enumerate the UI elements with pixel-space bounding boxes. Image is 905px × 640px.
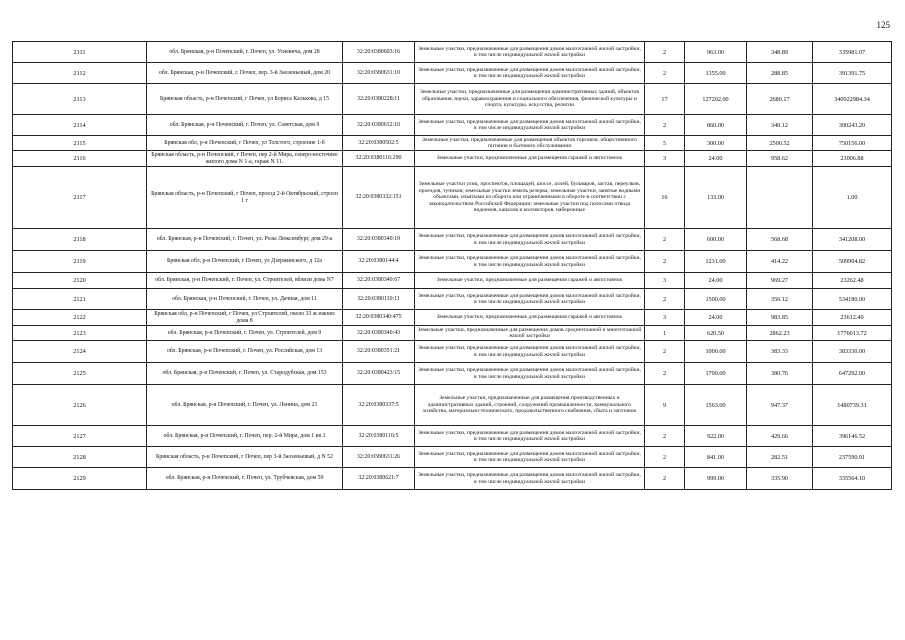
specific-value-cell: 348.89 bbox=[747, 42, 813, 63]
specific-value-cell: 958.62 bbox=[747, 151, 813, 167]
row-number: 2120 bbox=[13, 273, 147, 289]
row-number: 2127 bbox=[13, 426, 147, 447]
land-use-cell: Земельные участки, предназначенные для размещения производственных и административных зданий, строений, сооружений промышленности, коммунального хозяйства, материально-технического, продовольственного снабжения, сбыта и заготовок bbox=[415, 385, 645, 426]
land-use-cell: Земельные участки, предназначенные для размещения административных зданий, объектов образования, науки, здравоохранения и социального обеспечения, физической культуры и спорта, культуры, искусства, религии bbox=[415, 84, 645, 115]
address-cell: обл. Брянская, р-н Почепский, г. Почеп, ул. Ленина, дом 21 bbox=[147, 385, 343, 426]
land-use-cell: Земельные участки, предназначенные для размещения гаражей и автостоянок bbox=[415, 273, 645, 289]
cadastral-value-cell: 23262.48 bbox=[813, 273, 892, 289]
area-cell: 1355.00 bbox=[685, 63, 747, 84]
address-cell: обл. Брянская, р-н Почепский, г. Почеп, пер. 2-й Мира, дом 1 кв.1 bbox=[147, 426, 343, 447]
table-row bbox=[13, 251, 892, 273]
group-number-cell: 2 bbox=[645, 229, 685, 251]
group-number-cell: 2 bbox=[645, 426, 685, 447]
cadastral-value-cell: 237590.91 bbox=[813, 447, 892, 468]
row-number: 2124 bbox=[13, 341, 147, 363]
table-row bbox=[13, 273, 892, 289]
row-number: 2115 bbox=[13, 136, 147, 151]
cadastral-value-cell: 750156.00 bbox=[813, 136, 892, 151]
cadastral-number-cell: 32:20:0380340:67 bbox=[343, 273, 415, 289]
address-cell: Брянская обл, р-н Почепский, г Почеп, ул Строителей, около 33 ж южнее дома 8 bbox=[147, 310, 343, 326]
land-use-cell: Земельные участки, предназначенные для размещения домов малоэтажной жилой застройки, в том числе индивидуальной жилой застройки bbox=[415, 426, 645, 447]
land-use-cell: Земельные участки, предназначенные для размещения домов малоэтажной жилой застройки, в том числе индивидуальной жилой застройки bbox=[415, 251, 645, 273]
land-use-cell: Земельные участки, предназначенные для размещения домов малоэтажной жилой застройки, в том числе индивидуальной жилой застройки bbox=[415, 229, 645, 251]
group-number-cell: 2 bbox=[645, 363, 685, 385]
specific-value-cell: 383.33 bbox=[747, 341, 813, 363]
group-number-cell: 16 bbox=[645, 167, 685, 229]
cadastral-number-cell: 32:20:0380631:26 bbox=[343, 447, 415, 468]
address-cell: Брянская обл, р-н Почепский, г Почеп, ул Толстого, строение 1-б bbox=[147, 136, 343, 151]
cadastral-number-cell: 32:20:0380603:16 bbox=[343, 42, 415, 63]
specific-value-cell: 969.27 bbox=[747, 273, 813, 289]
area-cell: 24.00 bbox=[685, 273, 747, 289]
group-number-cell: 2 bbox=[645, 115, 685, 136]
table-row bbox=[13, 310, 892, 326]
group-number-cell: 1 bbox=[645, 326, 685, 341]
table-row bbox=[13, 151, 892, 167]
group-number-cell: 2 bbox=[645, 63, 685, 84]
area-cell: 24.00 bbox=[685, 151, 747, 167]
address-cell: обл. Брянская, р-н Почепский, г. Почеп, ул. Строителей, вблизи дома N7 bbox=[147, 273, 343, 289]
area-cell: 133.00 bbox=[685, 167, 747, 229]
cadastral-value-cell: 335981.07 bbox=[813, 42, 892, 63]
row-number: 2121 bbox=[13, 289, 147, 310]
row-number: 2122 bbox=[13, 310, 147, 326]
cadastral-number-cell: 32:20:0380340:19 bbox=[343, 229, 415, 251]
cadastral-number-cell: 32:20:0380110:11 bbox=[343, 289, 415, 310]
cadastral-number-cell: 32:20:0380351:21 bbox=[343, 341, 415, 363]
land-use-cell: Земельные участки, предназначенные для размещения объектов торговли, общественного питания и бытового обслуживания bbox=[415, 136, 645, 151]
address-cell: Брянская обл, р-н Почепский, г Почеп, ул Дзержинского, д 12а bbox=[147, 251, 343, 273]
cadastral-value-cell: 509904.82 bbox=[813, 251, 892, 273]
address-cell: Брянская область, р-н Почепский, г Почеп, проезд 2-й Октябрьский, строен 1 г bbox=[147, 167, 343, 229]
address-cell: обл. Брянская, р-н Почепский, г. Почеп, ул. Строителей, дом 9 bbox=[147, 326, 343, 341]
cadastral-value-cell: 396146.52 bbox=[813, 426, 892, 447]
specific-value-cell: 983.85 bbox=[747, 310, 813, 326]
address-cell: Брянская область, р-н Почепский, г Почеп, пер 2-й Мира, северо-восточнее жилого дома N 1-а, гараж N 11. bbox=[147, 151, 343, 167]
row-number: 2128 bbox=[13, 447, 147, 468]
cadastral-value-cell: 340922984.34 bbox=[813, 84, 892, 115]
cadastral-number-cell: 32:20:0380116:5 bbox=[343, 426, 415, 447]
address-cell: обл. Брянская, р-н Почепский, г. Почеп, пер. 3-й Заозеньевый, дом 20 bbox=[147, 63, 343, 84]
specific-value-cell: 349.12 bbox=[747, 115, 813, 136]
area-cell: 1000.00 bbox=[685, 341, 747, 363]
area-cell: 999.00 bbox=[685, 468, 747, 490]
cadastral-value-cell: 341208.00 bbox=[813, 229, 892, 251]
cadastral-number-cell: 32:20:0380502:5 bbox=[343, 136, 415, 151]
row-number: 2117 bbox=[13, 167, 147, 229]
address-cell: обл. Брянская, р-н Почепский, г. Почеп, ул. Дачная, дом 11 bbox=[147, 289, 343, 310]
specific-value-cell: 2680.17 bbox=[747, 84, 813, 115]
row-number: 2118 bbox=[13, 229, 147, 251]
cadastral-number-cell: 32:20:0380423:15 bbox=[343, 363, 415, 385]
address-cell: обл. Брянская, р-н Почепский, г. Почеп, ул. Стародубская, дом 153 bbox=[147, 363, 343, 385]
group-number-cell: 17 bbox=[645, 84, 685, 115]
specific-value-cell: 429.66 bbox=[747, 426, 813, 447]
address-cell: обл. Брянская, р-н Почепский, г. Почеп, ул. Усиевича, дом 28 bbox=[147, 42, 343, 63]
specific-value-cell: 288.85 bbox=[747, 63, 813, 84]
cadastral-value-cell: 23006.88 bbox=[813, 151, 892, 167]
row-number: 2129 bbox=[13, 468, 147, 490]
cadastral-value-cell: 335564.10 bbox=[813, 468, 892, 490]
table-row bbox=[13, 115, 892, 136]
land-use-cell: Земельные участки, предназначенные для размещения домов малоэтажной жилой застройки, в том числе индивидуальной жилой застройки bbox=[415, 468, 645, 490]
row-number: 2125 bbox=[13, 363, 147, 385]
table-row bbox=[13, 326, 892, 341]
table-row bbox=[13, 63, 892, 84]
address-cell: Брянская область, р-н Почепский, г Почеп, пер 3-й Заозеньевый, д N 52 bbox=[147, 447, 343, 468]
area-cell: 922.00 bbox=[685, 426, 747, 447]
area-cell: 1231.00 bbox=[685, 251, 747, 273]
cadastral-value-cell: 1776013.72 bbox=[813, 326, 892, 341]
address-cell: обл. Брянская, р-н Почепский, г. Почеп, ул. Розы Люксембург, дом 29-а bbox=[147, 229, 343, 251]
land-use-cell: Земельные участки, предназначенные для размещения гаражей и автостоянок bbox=[415, 310, 645, 326]
table-row bbox=[13, 289, 892, 310]
land-use-cell: Земельные участки, предназначенные для размещения домов малоэтажной жилой застройки, в том числе индивидуальной жилой застройки bbox=[415, 289, 645, 310]
specific-value-cell: 356.12 bbox=[747, 289, 813, 310]
cadastral-value-cell: 647292.00 bbox=[813, 363, 892, 385]
table-row bbox=[13, 136, 892, 151]
cadastral-number-cell: 32:20:0380116:290 bbox=[343, 151, 415, 167]
cadastral-value-cell: 23612.40 bbox=[813, 310, 892, 326]
address-cell: Брянская область, р-н Почепский, г Почеп, ул Бориса Калькова, д 15 bbox=[147, 84, 343, 115]
group-number-cell: 2 bbox=[645, 341, 685, 363]
cadastral-number-cell: 32:20:0380621:7 bbox=[343, 468, 415, 490]
row-number: 2114 bbox=[13, 115, 147, 136]
specific-value-cell: 380.76 bbox=[747, 363, 813, 385]
specific-value-cell: 282.51 bbox=[747, 447, 813, 468]
group-number-cell: 3 bbox=[645, 273, 685, 289]
land-use-cell: Земельные участки улиц, проспектов, площадей, шоссе, аллей, бульваров, застав, переулков, проездов, тупиков; земельные участки земель резерва; земельные участки, занятые водными объектами, изъятыми из оборота или ограниченными в обороте в соответствии с законодательством Российской Федерации; земельные участки под полосами отвода водоемов, каналов и коллекторов, набережные bbox=[415, 167, 645, 229]
specific-value-cell: 2862.23 bbox=[747, 326, 813, 341]
area-cell: 1500.00 bbox=[685, 289, 747, 310]
table-row bbox=[13, 426, 892, 447]
cadastral-number-cell: 32:20:0380228:11 bbox=[343, 84, 415, 115]
area-cell: 1700.00 bbox=[685, 363, 747, 385]
row-number: 2123 bbox=[13, 326, 147, 341]
address-cell: обл. Брянская, р-н Почепский, г. Почеп, ул. Советская, дом 9 bbox=[147, 115, 343, 136]
table-row bbox=[13, 229, 892, 251]
page-number: 125 bbox=[876, 20, 890, 30]
area-cell: 963.00 bbox=[685, 42, 747, 63]
land-use-cell: Земельные участки, предназначенные для размещения домов малоэтажной жилой застройки, в том числе индивидуальной жилой застройки bbox=[415, 42, 645, 63]
address-cell: обл. Брянская, р-н Почепский, г. Почеп, ул. Трубчевская, дом 59 bbox=[147, 468, 343, 490]
land-use-cell: Земельные участки, предназначенные для размещения домов малоэтажной жилой застройки, в том числе индивидуальной жилой застройки bbox=[415, 363, 645, 385]
specific-value-cell: 568.68 bbox=[747, 229, 813, 251]
cadastral-value-cell: 1480739.31 bbox=[813, 385, 892, 426]
land-use-cell: Земельные участки, предназначенные для размещения домов малоэтажной жилой застройки, в том числе индивидуальной жилой застройки bbox=[415, 115, 645, 136]
cadastral-number-cell: 32:20:0380337:5 bbox=[343, 385, 415, 426]
area-cell: 1563.00 bbox=[685, 385, 747, 426]
cadastral-number-cell: 32:20:0380340:43 bbox=[343, 326, 415, 341]
area-cell: 620.50 bbox=[685, 326, 747, 341]
group-number-cell: 3 bbox=[645, 151, 685, 167]
table-row bbox=[13, 468, 892, 490]
cadastral-value-cell: 534180.00 bbox=[813, 289, 892, 310]
address-cell: обл. Брянская, р-н Почепский, г. Почеп, ул. Российская, дом 13 bbox=[147, 341, 343, 363]
land-use-cell: Земельные участки, предназначенные для размещения гаражей и автостоянок bbox=[415, 151, 645, 167]
cadastral-number-cell: 32:20:0380340:475 bbox=[343, 310, 415, 326]
area-cell: 300.00 bbox=[685, 136, 747, 151]
cadastral-value-cell: 391391.75 bbox=[813, 63, 892, 84]
row-number: 2119 bbox=[13, 251, 147, 273]
table-row bbox=[13, 447, 892, 468]
row-number: 2126 bbox=[13, 385, 147, 426]
table-row bbox=[13, 385, 892, 426]
table-row bbox=[13, 341, 892, 363]
cadastral-value-cell: 383330.00 bbox=[813, 341, 892, 363]
area-cell: 600.00 bbox=[685, 229, 747, 251]
cadastral-value-table bbox=[12, 41, 892, 490]
cadastral-number-cell: 32:20:0380631:10 bbox=[343, 63, 415, 84]
group-number-cell: 2 bbox=[645, 251, 685, 273]
table-row bbox=[13, 167, 892, 229]
land-use-cell: Земельные участки, предназначенные для размещения домов малоэтажной жилой застройки, в том числе индивидуальной жилой застройки bbox=[415, 447, 645, 468]
table-row bbox=[13, 42, 892, 63]
row-number: 2112 bbox=[13, 63, 147, 84]
group-number-cell: 2 bbox=[645, 468, 685, 490]
group-number-cell: 2 bbox=[645, 42, 685, 63]
area-cell: 860.00 bbox=[685, 115, 747, 136]
specific-value-cell: 414.22 bbox=[747, 251, 813, 273]
row-number: 2113 bbox=[13, 84, 147, 115]
area-cell: 24.00 bbox=[685, 310, 747, 326]
table-row bbox=[13, 363, 892, 385]
area-cell: 841.00 bbox=[685, 447, 747, 468]
specific-value-cell: 335.90 bbox=[747, 468, 813, 490]
land-use-cell: Земельные участки, предназначенные для размещения домов среднеэтажной и многоэтажной жилой застройки bbox=[415, 326, 645, 341]
cadastral-value-cell: 300243.20 bbox=[813, 115, 892, 136]
row-number: 2116 bbox=[13, 151, 147, 167]
cadastral-number-cell: 32:20:0380332:151 bbox=[343, 167, 415, 229]
cadastral-number-cell: 32:20:0380144:4 bbox=[343, 251, 415, 273]
specific-value-cell: 2500.52 bbox=[747, 136, 813, 151]
row-number: 2111 bbox=[13, 42, 147, 63]
cadastral-number-cell: 32:20:0380612:10 bbox=[343, 115, 415, 136]
group-number-cell: 2 bbox=[645, 447, 685, 468]
cadastral-value-cell: 1.00 bbox=[813, 167, 892, 229]
land-use-cell: Земельные участки, предназначенные для размещения домов малоэтажной жилой застройки, в том числе индивидуальной жилой застройки bbox=[415, 63, 645, 84]
specific-value-cell bbox=[747, 167, 813, 229]
specific-value-cell: 947.37 bbox=[747, 385, 813, 426]
group-number-cell: 5 bbox=[645, 136, 685, 151]
group-number-cell: 9 bbox=[645, 385, 685, 426]
land-use-cell: Земельные участки, предназначенные для размещения домов малоэтажной жилой застройки, в том числе индивидуальной жилой застройки bbox=[415, 341, 645, 363]
table-row bbox=[13, 84, 892, 115]
group-number-cell: 2 bbox=[645, 289, 685, 310]
group-number-cell: 3 bbox=[645, 310, 685, 326]
area-cell: 127202.00 bbox=[685, 84, 747, 115]
